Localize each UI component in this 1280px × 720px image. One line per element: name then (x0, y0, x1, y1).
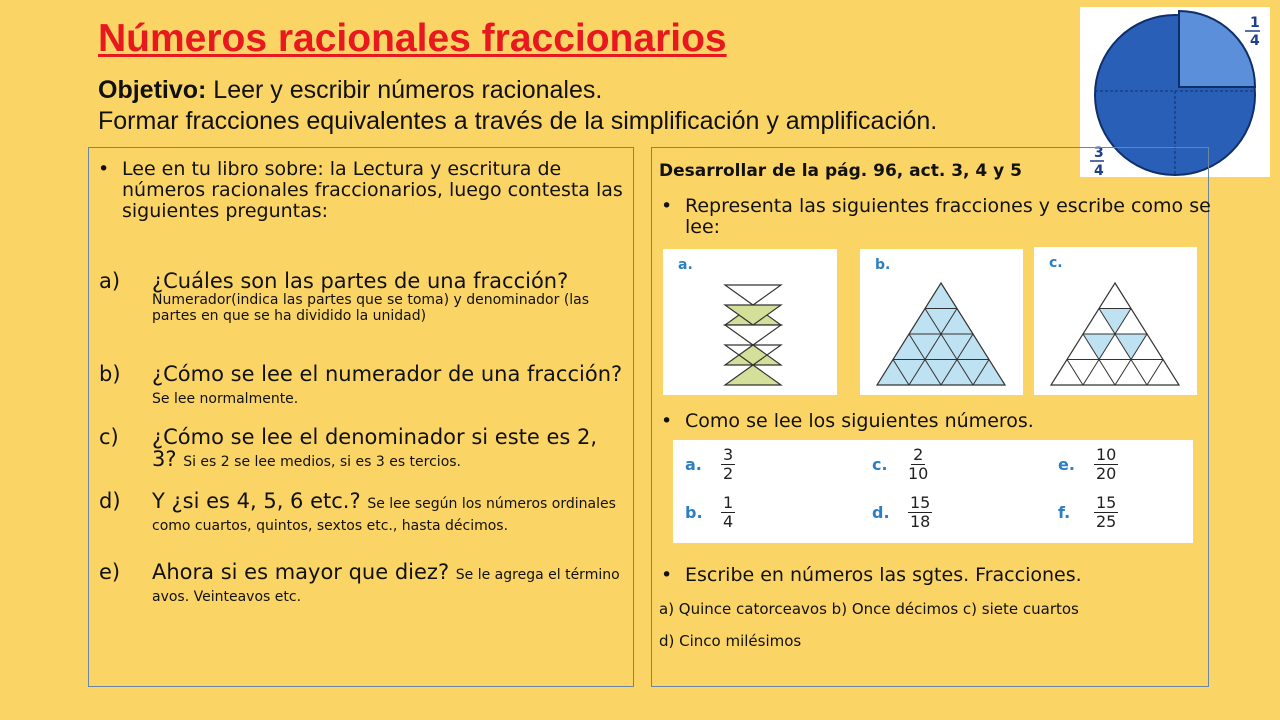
figure-label: b. (875, 257, 891, 273)
fraction-denominator: 18 (910, 512, 931, 531)
fraction-denominator: 20 (1096, 464, 1117, 483)
fraction-item (685, 494, 735, 531)
figure-b (860, 249, 1023, 395)
bullet-read-numbers: • Como se lee los siguientes números. (652, 410, 1034, 432)
question-text: Ahora si es mayor que diez? (152, 560, 450, 584)
figure-c (1034, 247, 1197, 395)
fraction-item (1058, 494, 1118, 531)
fraction-label: f. (1058, 503, 1071, 522)
question-text: ¿Cómo se lee el numerador de una fracción? (152, 362, 623, 386)
fraction-label: e. (1058, 455, 1075, 474)
answer-text: Numerador(indica las partes que se toma) y denominador (las partes en que se ha dividido la unidad) (152, 292, 590, 324)
fraction-denominator: 10 (908, 464, 929, 483)
fraction-numerator: 1 (723, 493, 734, 512)
question-a (99, 270, 624, 324)
fraction-item (872, 446, 928, 483)
fraction-label: a. (685, 455, 702, 474)
fractions-box (673, 440, 1193, 543)
pie-label-bottom-den: 4 (1094, 163, 1104, 177)
pie-one-quarter (1179, 11, 1255, 87)
fraction-denominator: 2 (723, 464, 734, 483)
bullet-write-numbers: • Escribe en números las sgtes. Fracciones. (652, 564, 1082, 586)
objective-line2: Formar fracciones equivalentes a través de la simplificación y amplificación. (98, 107, 938, 135)
fraction-item (872, 494, 932, 531)
left-intro: • Lee en tu libro sobre: la Lectura y escritura de números racionales fraccionarios, luego contesta las siguientes preguntas: (89, 159, 642, 222)
question-letter: e) (99, 560, 121, 584)
question-letter: c) (99, 425, 119, 449)
pie-label-bottom-num: 3 (1094, 145, 1104, 161)
question-text: ¿Cuáles son las partes de una fracción? (152, 269, 569, 293)
objective-line1: Leer y escribir números racionales. (206, 76, 603, 104)
question-letter: a) (99, 269, 121, 293)
question-text: Y ¿si es 4, 5, 6 etc.? (152, 489, 361, 513)
page-title: Números racionales fraccionarios (98, 17, 727, 60)
fraction-denominator: 25 (1096, 512, 1117, 531)
question-d (99, 490, 624, 534)
fraction-item (1058, 446, 1118, 483)
bullet-represent: • Representa las siguientes fracciones y escribe como se lee: (652, 196, 1225, 238)
fraction-denominator: 4 (723, 512, 734, 531)
question-text: ¿Cómo se lee el denominador si este es 2, 3? (152, 425, 598, 471)
right-panel (651, 147, 1209, 687)
question-b (99, 363, 624, 407)
answer-text: Si es 2 se lee medios, si es 3 es tercios. (183, 454, 462, 470)
fraction-label: b. (685, 503, 703, 522)
fraction-item (685, 446, 735, 483)
fraction-numerator: 10 (1096, 445, 1117, 464)
pie-label-top-den: 4 (1250, 33, 1260, 49)
question-letter: d) (99, 489, 121, 513)
answer-text: Se lee según los números ordinales como cuartos, quintos, sextos etc., hasta décimos. (152, 496, 616, 534)
pie-label-top-num: 1 (1250, 15, 1260, 31)
question-letter: b) (99, 362, 121, 386)
question-e (99, 561, 624, 605)
answer-text: Se le agrega el término avos. Veinteavos etc. (152, 567, 620, 605)
question-c (99, 426, 624, 470)
fraction-label: d. (872, 503, 890, 522)
write-line-d: d) Cinco milésimos (659, 632, 802, 650)
fraction-numerator: 2 (913, 445, 924, 464)
objective-label: Objetivo: (98, 76, 207, 104)
fraction-numerator: 15 (1096, 493, 1117, 512)
fraction-numerator: 3 (723, 445, 734, 464)
figure-label: a. (678, 257, 693, 273)
activity-heading: Desarrollar de la pág. 96, act. 3, 4 y 5 (659, 161, 1022, 181)
objective (98, 75, 1188, 137)
left-panel (88, 147, 634, 687)
fraction-label: c. (872, 455, 888, 474)
figure-a (663, 249, 837, 395)
answer-text: Se lee normalmente. (152, 391, 299, 407)
figure-label: c. (1049, 255, 1063, 271)
fraction-numerator: 15 (910, 493, 931, 512)
write-line-abc: a) Quince catorceavos b) Once décimos c) siete cuartos (659, 600, 1079, 618)
